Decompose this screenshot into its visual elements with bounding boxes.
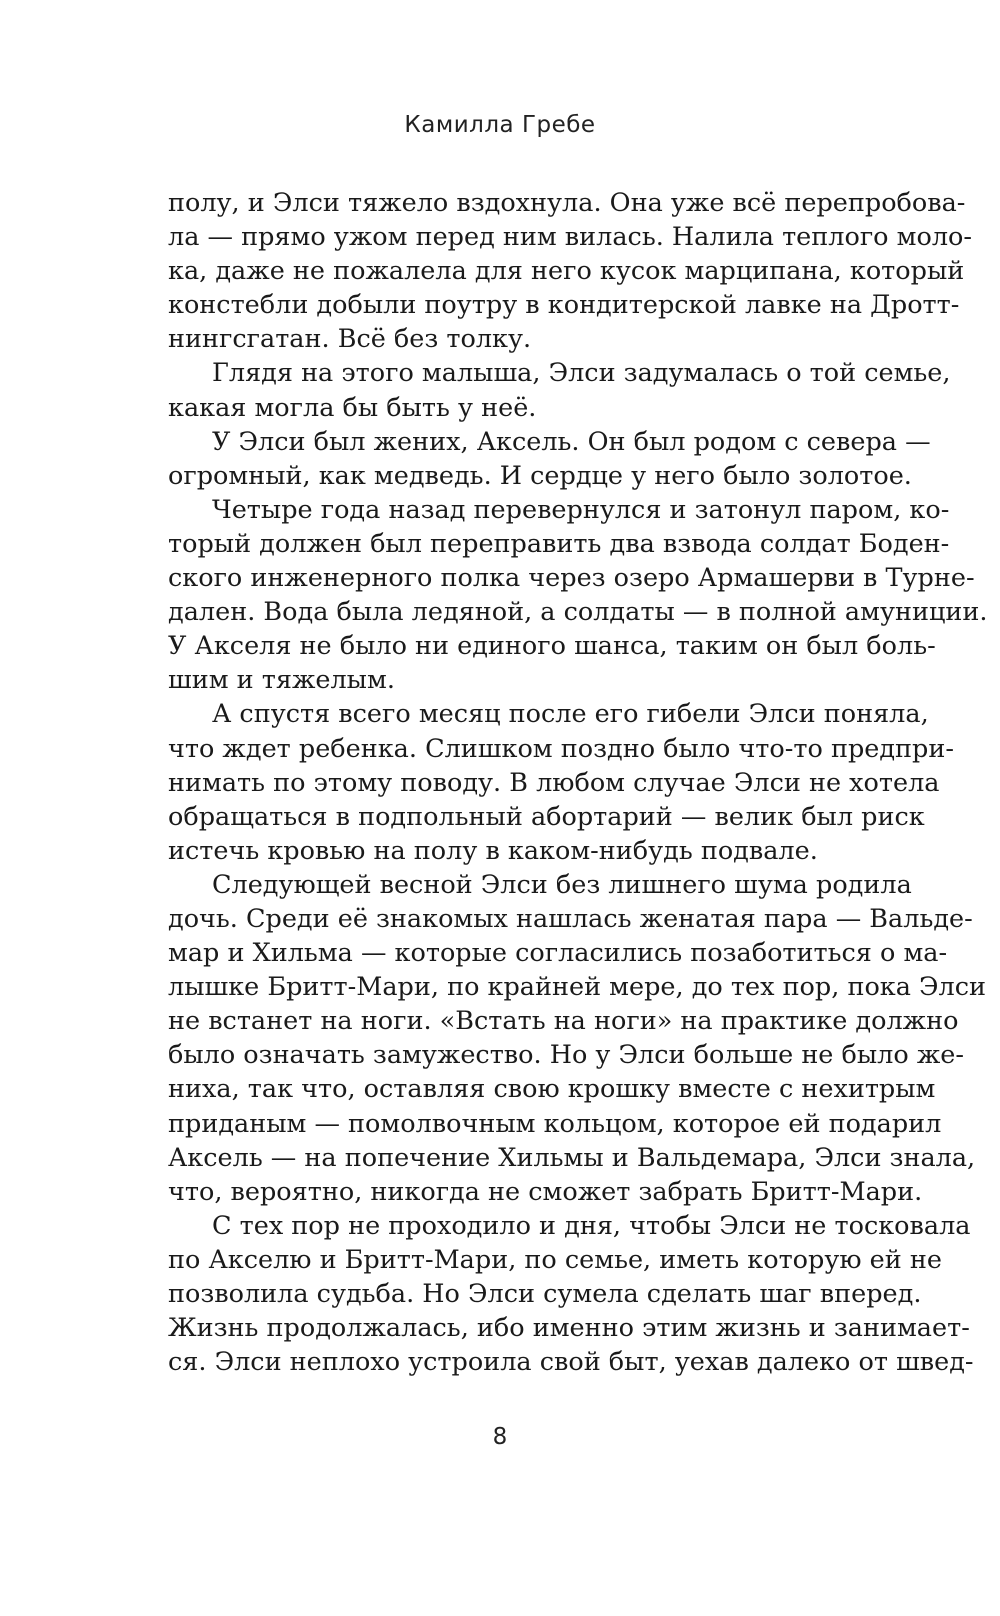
text-line: ла — прямо ужом перед ним вилась. Налила теплого моло-: [168, 222, 972, 253]
text-line: дочь. Среди её знакомых нашлась женатая пара — Вальде-: [168, 903, 973, 934]
text-line: лышке Бритт-Мари, по крайней мере, до тех пор, пока Элси: [168, 972, 987, 1003]
text-line: что ждет ребенка. Слишком поздно было что-то предпри-: [168, 733, 954, 764]
text-line: было означать замужество. Но у Элси больше не было же-: [168, 1040, 964, 1071]
text-line: какая могла бы быть у неё.: [168, 392, 537, 423]
text-line: Жизнь продолжалась, ибо именно этим жизнь и занимает-: [168, 1313, 970, 1344]
text-line: полу, и Элси тяжело вздохнула. Она уже всё перепробова-: [168, 188, 966, 218]
text-line: Следующей весной Элси без лишнего шума родила: [212, 869, 912, 900]
text-line: огромный, как медведь. И сердце у него было золотое.: [168, 460, 912, 491]
text-line: ского инженерного полка через озеро Армашерви в Турне-: [168, 563, 975, 594]
text-line: ся. Элси неплохо устроила свой быт, уехав далеко от швед-: [168, 1347, 974, 1378]
page-number: 8: [492, 1424, 508, 1450]
text-line: У Элси был жених, Аксель. Он был родом с севера —: [212, 426, 931, 457]
text-line: дален. Вода была ледяной, а солдаты — в полной амуниции.: [168, 597, 988, 628]
text-line: А спустя всего месяц после его гибели Элси поняла,: [212, 699, 929, 730]
text-line: Глядя на этого малыша, Элси задумалась о той семье,: [212, 358, 951, 389]
text-line: не встанет на ноги. «Встать на ноги» на практике должно: [168, 1006, 959, 1037]
text-line: нингсгатан. Всё без толку.: [168, 324, 532, 355]
body-text: [168, 186, 988, 1379]
text-line: Четыре года назад перевернулся и затонул паром, ко-: [212, 494, 950, 525]
text-line: обращаться в подпольный абортарий — велик был риск: [168, 801, 925, 832]
text-line: торый должен был переправить два взвода солдат Боден-: [168, 528, 950, 559]
text-line: истечь кровью на полу в каком-нибудь подвале.: [168, 835, 818, 866]
text-line: шим и тяжелым.: [168, 665, 395, 696]
text-line: ниха, так что, оставляя свою крошку вместе с нехитрым: [168, 1074, 936, 1105]
text-line: Аксель — на попечение Хильмы и Вальдемара, Элси знала,: [168, 1142, 976, 1173]
text-line: приданым — помолвочным кольцом, которое ей подарил: [168, 1108, 942, 1139]
text-line: по Акселю и Бритт-Мари, по семье, иметь которую ей не: [168, 1244, 942, 1275]
running-header-author: Камилла Гребе: [404, 112, 596, 138]
text-line: ка, даже не пожалела для него кусок марципана, который: [168, 256, 965, 287]
text-line: нимать по этому поводу. В любом случае Элси не хотела: [168, 767, 940, 798]
text-line: С тех пор не проходило и дня, чтобы Элси не тосковала: [212, 1210, 971, 1241]
text-line: У Акселя не было ни единого шанса, таким он был боль-: [168, 631, 936, 662]
text-line: мар и Хильма — которые согласились позаботиться о ма-: [168, 938, 948, 969]
text-line: что, вероятно, никогда не сможет забрать Бритт-Мари.: [168, 1176, 923, 1207]
text-line: позволила судьба. Но Элси сумела сделать шаг вперед.: [168, 1279, 922, 1309]
text-line: констебли добыли поутру в кондитерской лавке на Дротт-: [168, 290, 960, 321]
